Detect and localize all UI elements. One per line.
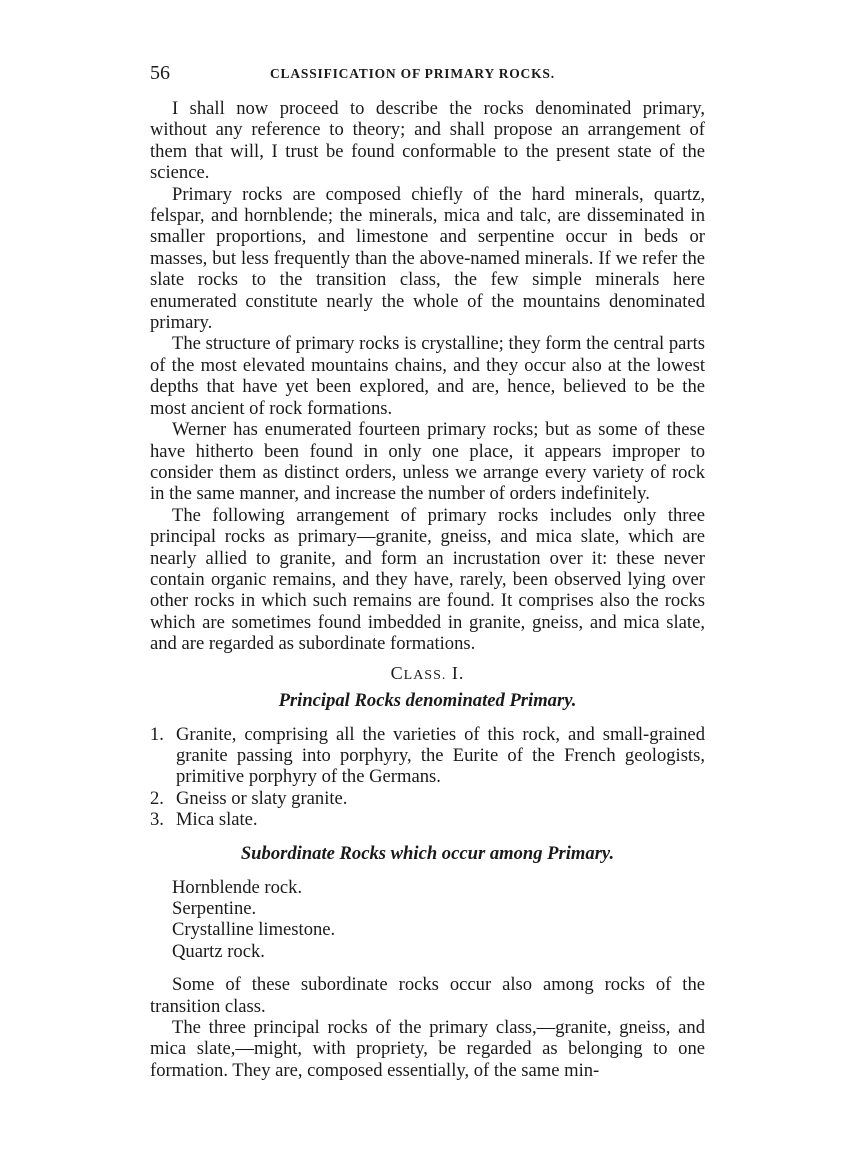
subordinate-rocks-list <box>150 877 705 963</box>
list-item: Hornblende rock. <box>172 876 303 898</box>
list-item <box>150 724 705 788</box>
list-item-text: Gneiss or slaty granite. <box>176 787 348 809</box>
class-heading-numeral: I. <box>451 662 465 683</box>
class-heading <box>150 663 705 684</box>
list-item: Serpentine. <box>172 898 257 919</box>
running-head: CLASSIFICATION OF PRIMARY ROCKS. <box>270 66 555 81</box>
list-item <box>150 809 705 830</box>
paragraph: The structure of primary rocks is crystalline; they form the central parts of the most elevated mountains chains, and they occur also at the lowest depths that have yet been explored, and are, hence, believed to be the most ancient of rock formations. <box>150 333 705 419</box>
paragraph: The following arrangement of primary rocks includes only three principal rocks as primary—granite, gneiss, and mica slate, which are nearly allied to granite, and form an incrustation over it: these never contain organic remains, and they have, rarely, been observed lying over other rocks in which such remains are found. It comprises also the rocks which are sometimes found imbedded in granite, gneiss, and mica slate, and are regarded as subordinate formations. <box>150 504 705 655</box>
paragraph: Werner has enumerated fourteen primary rocks; but as some of these have hitherto been found in only one place, it appears improper to consider them as distinct orders, unless we arrange every variety of rock in the same manner, and increase the number of orders indefinitely. <box>150 419 705 505</box>
paragraph: Some of these subordinate rocks occur also among rocks of the transition class. <box>150 974 705 1017</box>
list-item-number: 3. <box>150 809 164 831</box>
page-number: 56 <box>150 62 170 84</box>
list-item-number: 2. <box>150 787 164 809</box>
list-item-text: Mica slate. <box>176 809 258 831</box>
list-item-number: 1. <box>150 723 164 745</box>
principal-rocks-list <box>150 724 705 831</box>
list-item: Crystalline limestone. <box>172 919 336 941</box>
list-item <box>150 788 705 809</box>
subordinate-rocks-heading: Subordinate Rocks which occur among Primary. <box>240 842 615 864</box>
list-item-text: Granite, comprising all the varieties of this rock, and small-grained granite passing into porphyry, the Eurite of the French geologists, primitive porphyry of the Germans. <box>176 723 705 788</box>
list-item: Quartz rock. <box>172 940 265 962</box>
paragraph: I shall now proceed to describe the rocks denominated primary, without any reference to theory; and shall propose an arrangement of them that will, I trust be found conformable to the present state of the science. <box>150 98 705 184</box>
page-header <box>150 62 705 86</box>
paragraph: Primary rocks are composed chiefly of the hard minerals, quartz, felspar, and hornblende; the minerals, mica and talc, are disseminated in smaller proportions, and limestone and serpentine occur in beds or masses, but less frequently than the above-named minerals. If we refer the slate rocks to the transition class, the few simple minerals here enumerated constitute nearly the whole of the mountains denominated primary. <box>150 183 705 334</box>
class-heading-rest: LASS. <box>403 667 447 683</box>
principal-rocks-heading: Principal Rocks denominated Primary. <box>278 689 577 711</box>
page-body <box>150 98 705 1081</box>
paragraph: The three principal rocks of the primary class,—granite, gneiss, and mica slate,—might, with propriety, be regarded as belonging to one formation. They are, composed essentially, of the same min- <box>150 1017 705 1081</box>
class-heading-initial: C <box>390 662 404 683</box>
